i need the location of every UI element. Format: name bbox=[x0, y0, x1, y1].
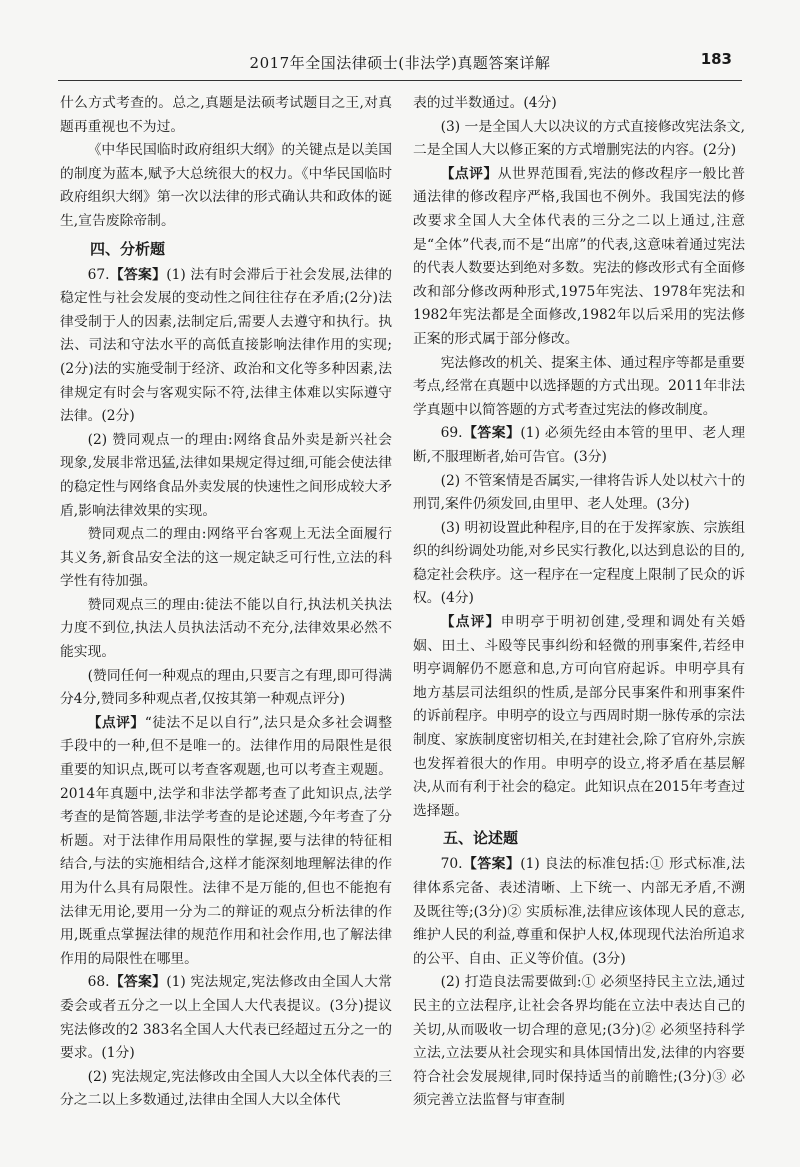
comment-tag: 【点评】 bbox=[87, 714, 145, 731]
section-heading-essay: 五、论述题 bbox=[443, 829, 519, 848]
paragraph: (3) 一是全国人大以决议的方式直接修改宪法条文,二是全国人大以修正案的方式增删宪法的内容。(2分) bbox=[413, 118, 745, 159]
paragraph: (2) 打造良法需要做到:① 必须坚持民主立法,通过民主的立法程序,让社会各界均能在立法中表达自己的关切,从而吸收一切合理的意见;(3分)② 必须坚持科学立法,立法要从社会现实和具体国情出发,法律的内容要符合社会发展规律,同时保持适当的前瞻性;(3分)③ 必须完善立法监督与审查制 bbox=[413, 974, 745, 1109]
answer-text: (1) 法有时会滞后于社会发展,法律的稳定性与社会发展的变动性之间往往存在矛盾;(2分)法律受制于人的因素,法制定后,需要人去遵守和执行。执法、司法和守法水平的高低直接影响法律作用的实现;(2分)法的实施受制于经济、政治和文化等多种因素,法律规定有时会与客观实际不符,法律主体难以实际遵守法律。(2分) bbox=[60, 266, 392, 425]
paragraph: (赞同任何一种观点的理由,只要言之有理,即可得满分4分,赞同多种观点者,仅按其第一种观点评分) bbox=[60, 667, 392, 708]
question-67-comment bbox=[60, 712, 392, 972]
paragraph: 赞同观点三的理由:徒法不能以自行,执法机关执法力度不到位,执法人员执法活动不充分,法律效果必然不能实现。 bbox=[60, 596, 392, 661]
page-number: 183 bbox=[700, 50, 732, 68]
paragraph: 表的过半数通过。(4分) bbox=[413, 95, 557, 111]
answer-text: (1) 宪法规定,宪法修改由全国人大常委会或者五分之一以上全国人大代表提议。(3分)提议宪法修改的2 383名全国人大代表已经超过五分之一的要求。(1分) bbox=[60, 974, 392, 1062]
paragraph: (3) 明初设置此种程序,目的在于发挥家族、宗族组织的纠纷调处功能,对乡民实行教化,以达到息讼的目的,稳定社会秩序。这一程序在一定程度上限制了民众的诉权。(4分) bbox=[413, 519, 745, 607]
paragraph: (2) 宪法规定,宪法修改由全国人大以全体代表的三分之二以上多数通过,法律由全国人大以全体代 bbox=[60, 1068, 392, 1109]
answer-text: (1) 必须先经由本管的里甲、老人理断,不服理断者,始可告官。(3分) bbox=[413, 425, 746, 465]
question-67-answer bbox=[60, 264, 392, 429]
comment-text: 从世界范围看,宪法的修改程序一般比普通法律的修改程序严格,我国也不例外。我国宪法的修改要求全国人大全体代表的三分之二以上通过,注意是“全体”代表,而不是“出席”的代表,这意味着通过宪法的代表人数要达到绝对多数。宪法的修改形式有全面修改和部分修改两种形式,1975年宪法、1978年宪法和1982年宪法都是全面修改,1982年以后采用的宪法修正案的形式属于部分修改。 bbox=[413, 165, 746, 347]
paragraph: 什么方式考查的。总之,真题是法硕考试题目之王,对真题再重视也不为过。 bbox=[60, 95, 392, 135]
comment-tag: 【点评】 bbox=[440, 165, 498, 182]
question-69-answer bbox=[413, 422, 745, 469]
answer-tag: 【答案】 bbox=[109, 266, 167, 283]
paragraph: 宪法修改的机关、提案主体、通过程序等都是重要考点,经常在真题中以选择题的方式出现。2011年非法学真题中以简答题的方式考查过宪法的修改制度。 bbox=[413, 354, 745, 418]
section-heading-analysis: 四、分析题 bbox=[90, 239, 166, 258]
question-70-answer bbox=[413, 853, 745, 971]
question-number: 69. bbox=[440, 425, 463, 442]
paragraph: (2) 不管案情是否属实,一律将告诉人处以杖六十的刑罚,案件仍须发回,由里甲、老人处理。(3分) bbox=[413, 472, 745, 513]
comment-tag: 【点评】 bbox=[440, 614, 501, 631]
answer-tag: 【答案】 bbox=[462, 425, 521, 442]
right-column bbox=[413, 92, 745, 1113]
answer-tag: 【答案】 bbox=[462, 856, 521, 873]
answer-text: (1) 良法的标准包括:① 形式标准,法律体系完备、表述清晰、上下统一、内部无矛盾,不溯及既往等;(3分)② 实质标准,法律应该体现人民的意志,维护人民的利益,尊重和保护人权,体现现代法治所追求的公平、自由、正义等价值。(3分) bbox=[413, 856, 745, 967]
question-number: 68. bbox=[87, 974, 110, 991]
question-68-answer bbox=[60, 971, 392, 1065]
paragraph: 赞同观点二的理由:网络平台客观上无法全面履行其义务,新食品安全法的这一规定缺乏可行性,立法的科学性有待加强。 bbox=[60, 526, 392, 590]
comment-text: 申明亭于明初创建,受理和调处有关婚姻、田土、斗殴等民事纠纷和轻微的刑事案件,若经申明亭调解仍不愿意和息,方可向官府起诉。申明亭具有地方基层司法组织的性质,是部分民事案件和刑事案件的诉前程序。申明亭的设立与西周时期一脉传承的宗法制度、家族制度密切相关,在封建社会,除了官府外,宗族也发挥着很大的作用。申明亭的设立,将矛盾在基层解决,从而有利于社会的稳定。此知识点在2015年考查过选择题。 bbox=[413, 614, 746, 819]
question-68-comment bbox=[413, 163, 745, 352]
book-title: 2017年全国法律硕士(非法学)真题答案详解 bbox=[249, 54, 551, 72]
comment-text: “徒法不足以自行”,法只是众多社会调整手段中的一种,但不是唯一的。法律作用的局限性是很重要的知识点,既可以考查客观题,也可以考查主观题。2014年真题中,法学和非法学都考查了此知识点,法学考查的是简答题,非法学考查的是论述题,今年考查了分析题。对于法律作用局限性的掌握,要与法律的特征相结合,与法的实施相结合,这样才能深刻地理解法律的作用为什么具有局限性。法律不是万能的,但也不能抱有法律无用论,要用一分为二的辩证的观点分析法律的作用,既重点掌握法律的规范作用和社会作用,也了解法律作用的局限性在哪里。 bbox=[60, 714, 392, 967]
question-69-comment bbox=[413, 611, 745, 823]
question-number: 67. bbox=[87, 266, 110, 283]
paragraph: (2) 赞同观点一的理由:网络食品外卖是新兴社会现象,发展非常迅猛,法律如果规定得过细,可能会使法律的稳定性与网络食品外卖发展的快速性之间形成较大矛盾,影响法律效果的实现。 bbox=[60, 431, 392, 519]
paragraph: 《中华民国临时政府组织大纲》的关键点是以美国的制度为蓝本,赋予大总统很大的权力。《中华民国临时政府组织大纲》第一次以法律的形式确认共和政体的诞生,宣告废除帝制。 bbox=[60, 142, 392, 229]
question-number: 70. bbox=[440, 856, 463, 873]
running-header bbox=[58, 40, 742, 81]
answer-tag: 【答案】 bbox=[109, 974, 167, 991]
left-column bbox=[60, 92, 392, 1113]
